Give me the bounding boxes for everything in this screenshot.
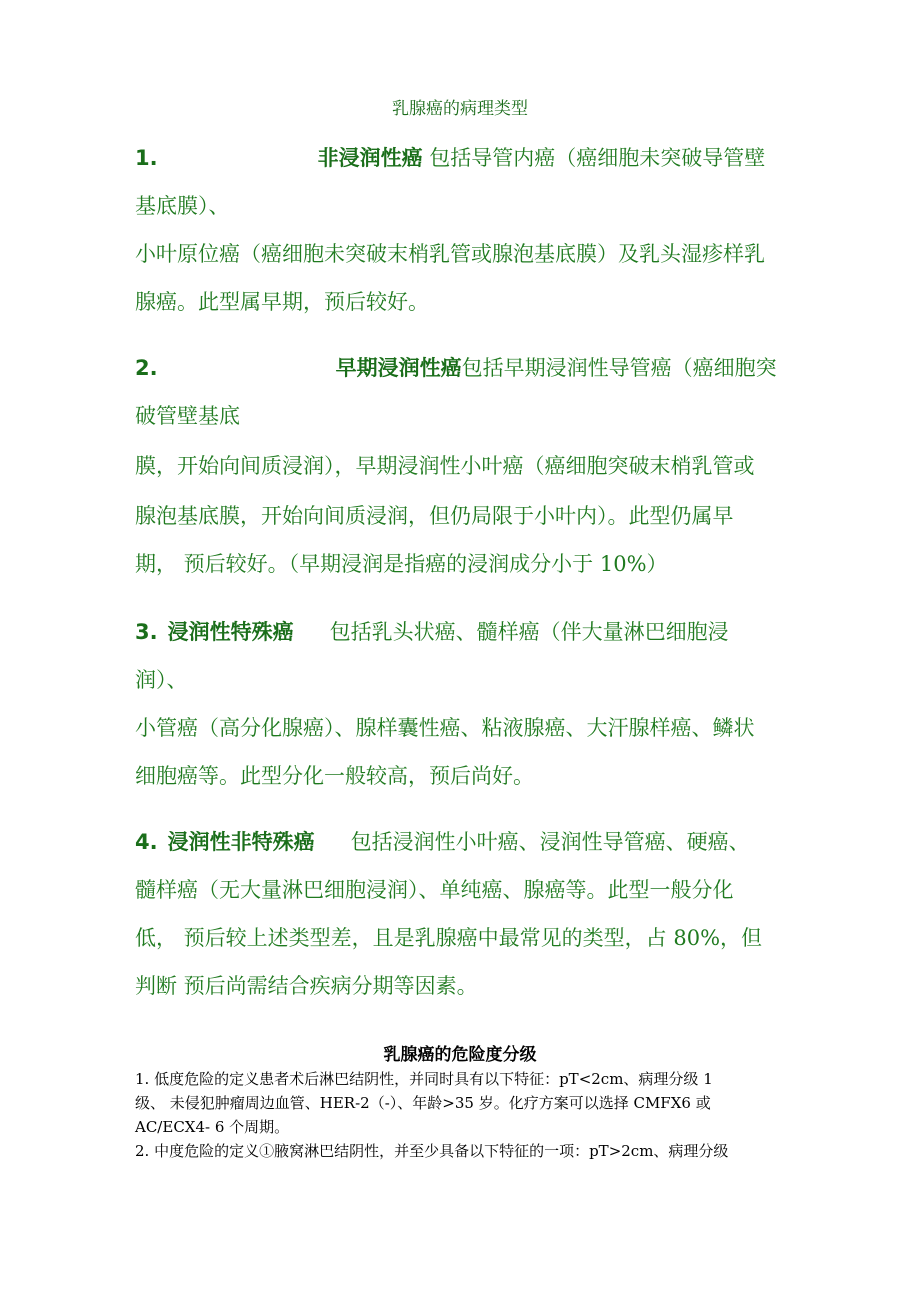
item-1-line-3: 小叶原位癌（癌细胞未突破末梢乳管或腺泡基底膜）及乳头湿疹样乳 — [135, 242, 765, 266]
item-3-header — [135, 616, 729, 646]
item-3-line-2: 润）、 — [135, 668, 188, 692]
risk-line-1: 1. 低度危险的定义患者术后淋巴结阴性，并同时具有以下特征：pT<2cm、病理分级 1 — [135, 1070, 713, 1088]
risk-line-2: 级、 未侵犯肿瘤周边血管、HER-2（-）、年龄>35 岁。化疗方案可以选择 CMFX6 或 — [135, 1094, 711, 1112]
item-4-number: 4. — [135, 830, 158, 854]
item-1-line-1: 包括导管内癌（癌细胞未突破导管壁 — [429, 146, 766, 170]
item-3-line-3: 小管癌（高分化腺癌）、腺样囊性癌、粘液腺癌、大汗腺样癌、鳞状 — [135, 716, 755, 740]
item-4-line-2: 髓样癌（无大量淋巴细胞浸润）、单纯癌、腺癌等。此型一般分化 — [135, 878, 734, 902]
item-3-line-1: 包括乳头状癌、髓样癌（伴大量淋巴细胞浸 — [329, 620, 729, 644]
item-2-header — [135, 352, 777, 382]
item-2-line-4: 腺泡基底膜，开始向间质浸润，但仍局限于小叶内）。此型仍属早 — [135, 504, 734, 528]
item-1-number: 1. — [135, 146, 158, 170]
item-1-header — [135, 142, 765, 172]
item-4-line-4: 判断 预后尚需结合疾病分期等因素。 — [135, 974, 478, 998]
risk-section-title: 乳腺癌的危险度分级 — [383, 1045, 537, 1065]
item-2-line-1: 包括早期浸润性导管癌（癌细胞突 — [461, 356, 777, 380]
item-2-line-2: 破管壁基底 — [135, 404, 240, 428]
item-2-line-3: 膜，开始向间质浸润），早期浸润性小叶癌（癌细胞突破末梢乳管或 — [135, 454, 755, 478]
item-4-line-3: 低， 预后较上述类型差，且是乳腺癌中最常见的类型，占 80%，但 — [135, 926, 763, 950]
item-2-number: 2. — [135, 356, 158, 380]
item-3-line-4: 细胞癌等。此型分化一般较高，预后尚好。 — [135, 764, 534, 788]
item-4-line-1: 包括浸润性小叶癌、浸润性导管癌、硬癌、 — [350, 830, 750, 854]
item-3-number: 3. — [135, 620, 158, 644]
item-2-line-5: 期， 预后较好。（早期浸润是指癌的浸润成分小于 10%） — [135, 552, 668, 576]
item-1-line-2: 基底膜）、 — [135, 194, 230, 218]
item-3-term: 浸润性特殊癌 — [167, 620, 294, 644]
item-4-term: 浸润性非特殊癌 — [167, 830, 315, 854]
item-1-term: 非浸润性癌 — [317, 146, 423, 170]
document-title: 乳腺癌的病理类型 — [392, 99, 528, 119]
item-4-header — [135, 826, 750, 856]
item-2-term: 早期浸润性癌 — [335, 356, 462, 380]
item-1-line-4: 腺癌。此型属早期，预后较好。 — [135, 290, 429, 314]
risk-line-3: AC/ECX4- 6 个周期。 — [135, 1118, 290, 1136]
risk-line-4: 2. 中度危险的定义①腋窝淋巴结阴性，并至少具备以下特征的一项：pT>2cm、病理分级 — [135, 1142, 729, 1160]
